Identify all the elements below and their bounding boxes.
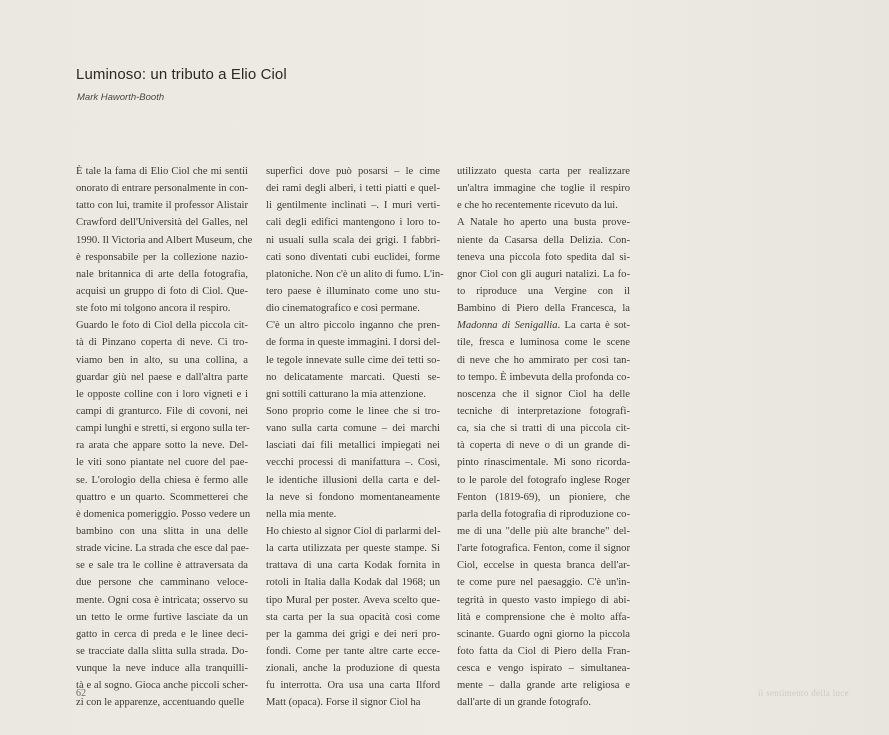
text-line: onorato di entrare personalmente in con- [76, 183, 249, 195]
text-line: ste foto mi tolgono ancora il respiro. [76, 303, 231, 315]
text-line: Sono proprio come le linee che si tro- [266, 405, 440, 417]
text-line: to riproduce una Vergine con il [457, 285, 630, 297]
text-line: tà coperta di neve o di un grande di- [457, 440, 630, 452]
text-line: le tegole innevate sulle cime dei tetti so- [266, 354, 440, 366]
text-line: superfici dove può posarsi – le cime [266, 166, 440, 177]
text-line: quattro e un quarto. Scommetterei che [76, 491, 248, 503]
text-line: le viti sono piantate nel cuore del pae- [76, 457, 248, 469]
text-line: 1990. Il Victoria and Albert Museum, che [76, 234, 253, 246]
text-line: dei rami degli alberi, i tetti piatti e quel- [266, 183, 440, 195]
text-line: e che ho recentemente ricevuto da lui. [457, 200, 618, 212]
page-number: 62 [76, 688, 86, 699]
text-line: campi lunghi e stretti, si ergono sulla ter- [76, 423, 250, 435]
text-line: la neve si fondono momentaneamente [266, 491, 440, 503]
text-line: vano sulla carta comune – dei marchi [266, 423, 440, 435]
text-line: guardar giù nel paese e dall'altra parte [76, 371, 248, 383]
text-line: vecchi processi di manifattura –. Così, [266, 457, 440, 469]
text-line: per la gamma dei grigi e dei neri pro- [266, 628, 440, 640]
text-line: se e sale tra le colline è attraversata da [76, 560, 248, 572]
text-line: to le parole del fotografo inglese Roger [457, 474, 630, 486]
text-line: li gentilmente inclinati –. I muri verti- [266, 200, 440, 212]
text-line: tecniche di interpretazione fotografi- [457, 405, 630, 417]
text-line: lità e comprensione che è molto affa- [457, 611, 630, 623]
text-line: un'altra immagine che toglie il respiro [457, 183, 630, 195]
text-line: Ciol, eccelse in questa branca dell'ar- [457, 560, 630, 572]
text-line: di neve che ho ammirato per così tan- [457, 354, 630, 366]
text-line: zi con le apparenze, accentuando quelle [76, 697, 245, 709]
text-line: cati sono diventati cubi euclidei, forme [266, 251, 440, 263]
text-line: campi di granturco. File di covoni, nei [76, 405, 248, 417]
text-line: zionali, anche la produzione di questa [266, 663, 440, 675]
text-line: Ho chiesto al signor Ciol di parlarmi del- [266, 525, 441, 537]
text-line: ca, sia che si tratti di una piccola cit- [457, 423, 630, 435]
text-line: foto fatta da Ciol di Piero della Fran- [457, 645, 630, 657]
text-line: gatto in cerca di preda e le linee deci- [76, 628, 248, 640]
text-line: acquisì un gruppo di foto di Ciol. Que- [76, 285, 248, 297]
text-line: le opposte colline con i loro vigneti e i [76, 388, 248, 400]
text-line: parla della fotografia di riproduzione co- [457, 508, 630, 520]
text-line: scinante. Guardo ogni giorno la piccola [457, 628, 630, 640]
text-line: mente. Ogni cosa è intricata; osservo su [76, 594, 248, 606]
text-line: tà e al sogno. Gioca anche piccoli scher- [76, 680, 248, 692]
text-line: mente – dalla grande arte religiosa e [457, 680, 630, 692]
text-line: to tempo. È imbevuta della profonda co- [457, 371, 630, 383]
text-line: noscenza che il signor Ciol ha delle [457, 388, 630, 400]
text-line: fu interrotta. Ora usa una carta Ilford [266, 680, 440, 692]
text-line: tà di Pinzano coperta di neve. Ci tro- [76, 337, 248, 349]
text-line: nella mia mente. [266, 508, 337, 520]
text-line: cesca e vengo ispirato – simultanea- [457, 663, 630, 675]
text-line: Bambino di Piero della Francesca, la [457, 303, 630, 315]
text-line: Fenton (1819-69), un pioniere, che [457, 491, 630, 503]
text-line: C'è un altro piccolo inganno che pren- [266, 320, 440, 332]
text-line: è responsabile per la collezione nazio- [76, 251, 248, 263]
text-line: bambino con una slitta in una delle [76, 525, 248, 537]
text-column-3 [457, 163, 630, 712]
text-line: gnor Ciol con gli auguri natalizi. La fo- [457, 268, 630, 280]
text-line: è domenica pomeriggio. Posso vedere un [76, 508, 251, 520]
text-line: rotoli in Italia dalla Kodak dal 1968; un [266, 577, 440, 589]
text-line: trattava di una carta Kodak fornita in [266, 560, 440, 572]
text-line: tile, fresca e luminosa come le scene [457, 337, 630, 349]
text-line: un tetto le orme furtive lasciate da un [76, 611, 248, 623]
text-line: Madonna di Senigallia. La carta è sot- [457, 320, 630, 332]
text-line: de forma in queste immagini. I dorsi del- [266, 337, 440, 349]
text-line: Matt (opaca). Forse il signor Ciol ha [266, 697, 421, 709]
text-line: lasciati dai fili metallici impiegati nei [266, 440, 440, 452]
text-line: strade vicine. La strada che esce dal pae- [76, 543, 249, 555]
text-line: tatto con lui, tramite il professor Alistair [76, 200, 248, 212]
text-line: gni sottili catturano la mia attenzione. [266, 388, 427, 400]
text-line: se. L'orologio della chiesa è fermo alle [76, 474, 248, 486]
text-line: nale britannica di arte della fotografia, [76, 268, 248, 280]
text-line: la carta utilizzata per queste stampe. Si [266, 543, 440, 555]
text-line: platoniche. Non c'è un alito di fumo. L'in- [266, 268, 444, 280]
text-line: cali degli edifici mantengono i loro to- [266, 217, 440, 229]
text-line: pinto rinascimentale. Mi sono ricorda- [457, 457, 630, 469]
text-line: tegrità in questo vasto impiego di abi- [457, 594, 630, 606]
text-line: Guardo le foto di Ciol della piccola cit- [76, 320, 248, 332]
text-line: tero paese è illuminato come uno stu- [266, 285, 440, 297]
text-column-1 [76, 163, 253, 712]
text-line: A Natale ho aperto una busta prove- [457, 217, 630, 229]
text-line: fondi. Come per tante altre carte ecce- [266, 645, 440, 657]
text-line: vunque la neve induce alla tranquilli- [76, 663, 248, 675]
text-line: l'arte fotografica. Fenton, come il signor [457, 543, 630, 555]
text-line: utilizzato questa carta per realizzare [457, 166, 630, 177]
running-head: il sentimento della luce [758, 688, 849, 698]
text-line: no delicatamente marcati. Questi se- [266, 371, 440, 383]
text-line: dio cinematografico e così permane. [266, 303, 420, 315]
text-line: te come pure nel paesaggio. C'è un'in- [457, 577, 630, 589]
text-line: ra arata che appare sotto la neve. Del- [76, 440, 248, 452]
text-line: se tracciate dalla slitta sulla strada. Do- [76, 645, 248, 657]
text-line: dall'arte di un grande fotografo. [457, 697, 591, 709]
text-line: È tale la fama di Elio Ciol che mi sentii [76, 166, 248, 177]
text-line: due persone che camminano veloce- [76, 577, 248, 589]
text-line: sta carta per la sua opacità così come [266, 611, 440, 623]
text-line: tipo Mural per poster. Aveva scelto que- [266, 594, 440, 606]
text-line: niente da Casarsa della Delizia. Con- [457, 234, 630, 246]
text-column-2 [266, 163, 444, 712]
text-line: Crawford dell'Università del Galles, nel [76, 217, 248, 229]
text-line: viamo ben in alto, su una collina, a [76, 354, 248, 366]
text-line: me di una "delle più alte branche" del- [457, 525, 630, 537]
text-line: teneva una piccola foto spedita dal si- [457, 251, 630, 263]
text-line: ni usuali sulla scala dei grigi. I fabbri- [266, 234, 440, 246]
text-line: le identiche illusioni della carta e del- [266, 474, 440, 486]
article-title: Luminoso: un tributo a Elio Ciol [76, 66, 287, 83]
article-author: Mark Haworth-Booth [77, 92, 165, 103]
